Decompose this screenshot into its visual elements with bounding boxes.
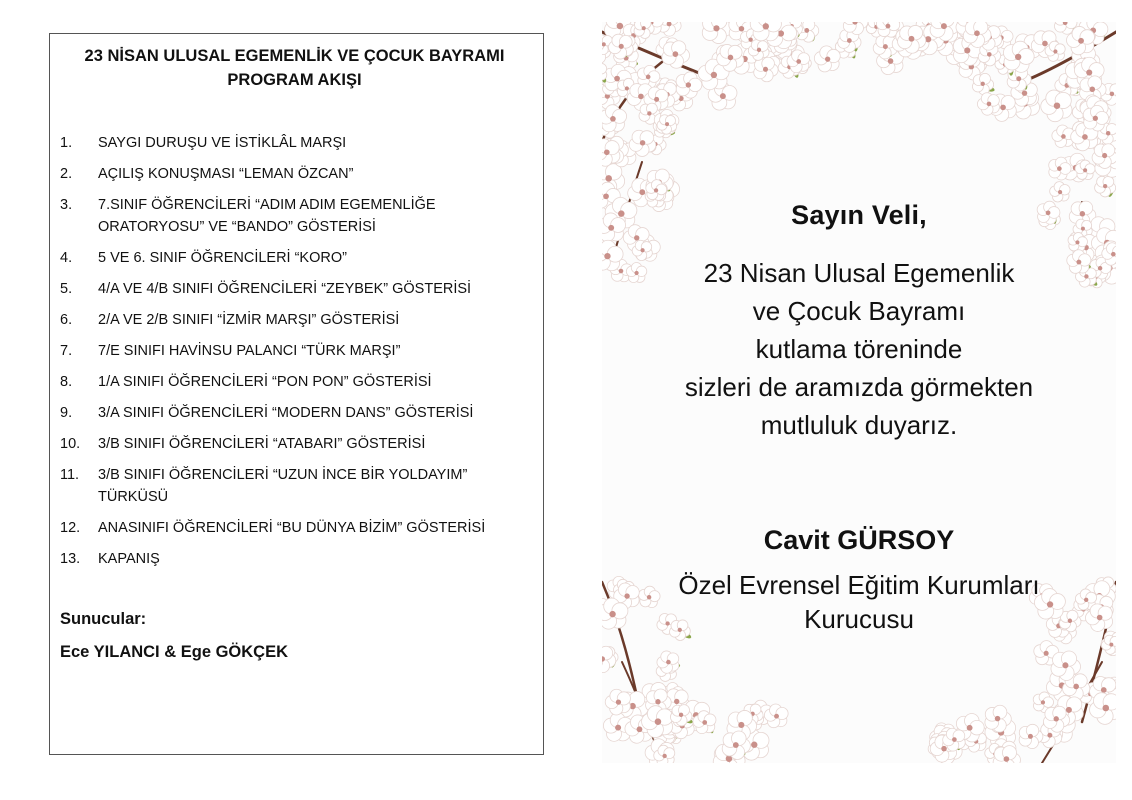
- program-item: [60, 309, 529, 331]
- program-item-number: 4.: [60, 250, 73, 266]
- program-item: [60, 464, 529, 508]
- presenters-names: Ece YILANCI & Ege GÖKÇEK: [60, 643, 288, 661]
- program-item-text: 5 VE 6. SINIF ÖĞRENCİLERİ “KORO”: [98, 250, 347, 266]
- program-item: [60, 340, 529, 362]
- program-item-number: 10.: [60, 436, 81, 452]
- program-item: [60, 132, 529, 154]
- program-item-text: 4/A VE 4/B SINIFI ÖĞRENCİLERİ “ZEYBEK” GÖSTERİSİ: [98, 281, 472, 297]
- program-item: [60, 163, 529, 185]
- program-item-number: 9.: [60, 405, 73, 421]
- presenters-label: Sunucular:: [60, 610, 147, 628]
- program-title: [60, 44, 529, 92]
- message-line: mutluluk duyarız.: [760, 410, 958, 440]
- founder-title-line1: Özel Evrensel Eğitim Kurumları: [678, 570, 1040, 600]
- program-list: [60, 132, 529, 570]
- program-item-number: 1.: [60, 135, 73, 151]
- program-item-text: ANASINIFI ÖĞRENCİLERİ “BU DÜNYA BİZİM” GÖSTERİSİ: [98, 520, 486, 536]
- program-item-text: SAYGI DURUŞU VE İSTİKLÂL MARŞI: [98, 135, 347, 151]
- message-line: ve Çocuk Bayramı: [752, 296, 966, 326]
- invitation-card: [602, 22, 1116, 763]
- program-item: [60, 548, 529, 570]
- program-title-line2: PROGRAM AKIŞI: [227, 71, 362, 89]
- program-item-number: 8.: [60, 374, 73, 390]
- program-item-text: KAPANIŞ: [98, 551, 160, 567]
- program-item-number: 13.: [60, 551, 81, 567]
- program-item-number: 6.: [60, 312, 73, 328]
- program-item: [60, 433, 529, 455]
- program-item-text: 1/A SINIFI ÖĞRENCİLERİ “PON PON” GÖSTERİSİ: [98, 374, 432, 390]
- program-item: [60, 402, 529, 424]
- program-item-text: 3/A SINIFI ÖĞRENCİLERİ “MODERN DANS” GÖSTERİSİ: [98, 405, 474, 421]
- program-item-text: 3/B SINIFI ÖĞRENCİLERİ “ATABARI” GÖSTERİSİ: [98, 436, 426, 452]
- message-line: sizleri de aramızda görmekten: [684, 372, 1034, 402]
- message-line: kutlama töreninde: [755, 334, 963, 364]
- invitation-message: [602, 254, 1116, 444]
- founder-title-line2: Kurucusu: [804, 604, 914, 634]
- program-item-text: 3/B SINIFI ÖĞRENCİLERİ “UZUN İNCE BİR YOLDAYIM” TÜRKÜSÜ: [98, 467, 468, 505]
- greeting: Sayın Veli,: [791, 200, 927, 230]
- program-title-line1: 23 NİSAN ULUSAL EGEMENLİK VE ÇOCUK BAYRAMI: [84, 47, 505, 65]
- message-line: 23 Nisan Ulusal Egemenlik: [703, 258, 1015, 288]
- program-item: [60, 247, 529, 269]
- founder-title: [602, 568, 1116, 636]
- program-item-number: 12.: [60, 520, 81, 536]
- program-item-number: 11.: [60, 467, 80, 483]
- program-item-number: 7.: [60, 343, 73, 359]
- program-item-text: 7.SINIF ÖĞRENCİLERİ “ADIM ADIM EGEMENLİĞE ORATORYOSU” VE “BANDO” GÖSTERİSİ: [98, 197, 436, 235]
- program-item-number: 3.: [60, 197, 73, 213]
- program-item: [60, 371, 529, 393]
- founder-name: Cavit GÜRSOY: [763, 525, 955, 555]
- invitation-text: [602, 22, 1116, 763]
- program-item-number: 5.: [60, 281, 73, 297]
- program-item-text: 7/E SINIFI HAVİNSU PALANCI “TÜRK MARŞI”: [98, 343, 401, 359]
- program-item-number: 2.: [60, 166, 73, 182]
- program-item: [60, 517, 529, 539]
- program-item-text: 2/A VE 2/B SINIFI “İZMİR MARŞI” GÖSTERİSİ: [98, 312, 400, 328]
- program-item: [60, 194, 529, 238]
- program-item: [60, 278, 529, 300]
- program-panel: [49, 33, 544, 755]
- program-item-text: AÇILIŞ KONUŞMASI “LEMAN ÖZCAN”: [98, 166, 354, 182]
